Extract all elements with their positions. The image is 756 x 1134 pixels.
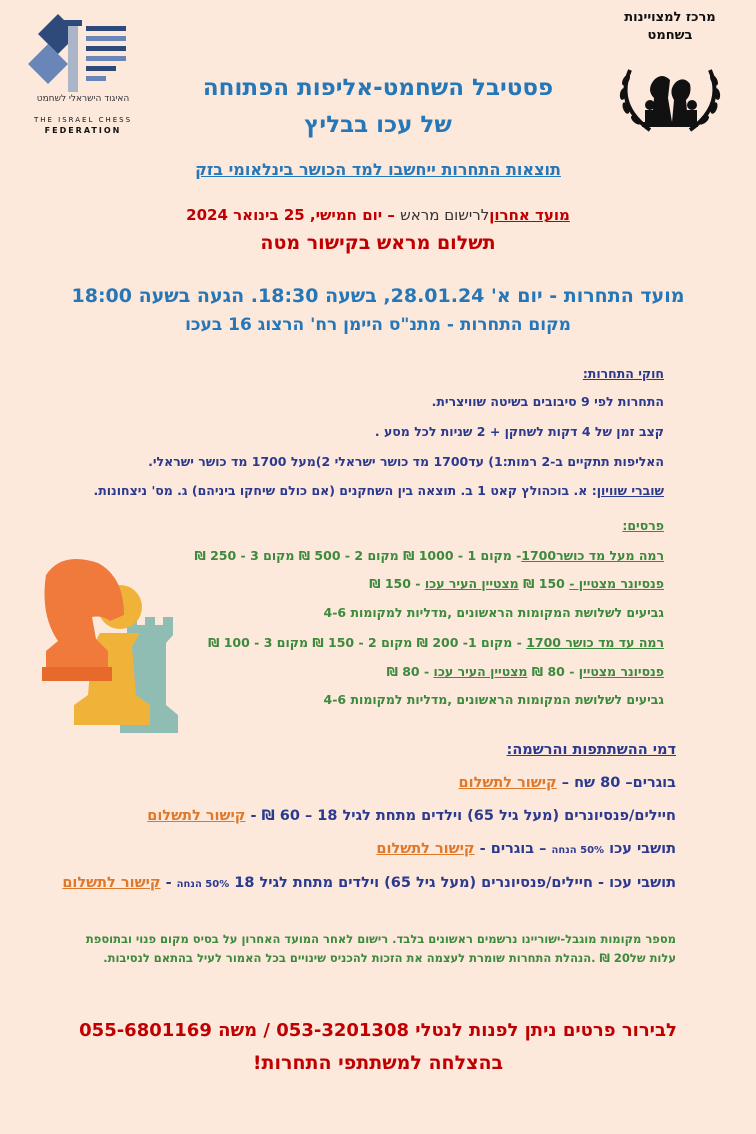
prize-row-special-2 [387,664,664,679]
registration-note: מספר מקומות מוגבל-ישוריינו נרשמים ראשונים בלבד. רישום לאחר המועד האחרון על בסיס מקום פנוי ובתוספת עלות של20 ₪ .הנהלת התחרות שומרת לעצמה את הזכות להכניס שינויים בכל האמור לעיל בהתאם לנסיבות. [85,932,676,965]
fee-text: – בוגרים - [479,841,552,857]
fee-row-discount [147,808,676,824]
prize-akko-amount: - 80 ₪ [386,664,434,679]
payment-link[interactable]: קישור לתשלום [147,808,246,824]
tiebreak-line [93,483,664,498]
prize-pensioner-amount: 150 ₪ [518,576,570,591]
fee-text: - [165,875,177,891]
payment-link[interactable]: קישור לתשלום [62,875,161,891]
payment-link[interactable]: קישור לתשלום [376,841,475,857]
prize-akko-label: מצטיין העיר עכו [424,576,519,591]
tiebreak-label: שוברי שוויון [596,483,664,498]
festival-title-line2: של עכו בבליץ [304,112,452,138]
prize-level-text: - מקום 1 - 1000 ₪ מקום 2 - 500 ₪ מקום 3 - 250 ₪ [194,548,522,563]
deadline-date: – יום חמישי, 25 בינואר 2024 [186,206,401,224]
center-logo-line1: מרכז למצויינות [624,10,716,25]
prize-trophies-row: גביעים לשלושת המקומות הראשונים ,מדליות למקומות 4-6 [323,692,664,707]
prize-akko-amount: - 150 ₪ [369,576,425,591]
prize-level-label: רמה מעל מד כושר1700 [521,548,664,563]
rules-heading: חוקי התחרות: [582,366,664,381]
prizes-heading: פרסים: [622,518,664,533]
payment-notice: תשלום מראש בקישור מטה [260,232,496,254]
registration-deadline [0,206,756,224]
prize-akko-label: מצטיין העיר עכו [433,664,528,679]
good-luck-message: בהצלחה למשתתפי התחרות! [252,1052,504,1074]
rules-line: קצב זמן של 4 דקות לשחקן + 2 שניות לכל מסע . [374,424,664,439]
fee-row-akko-adults [376,841,676,857]
fee-text: תושבי עכו - חיילים/פנסיונרים (מעל גיל 65) וילדים מתחת לגיל 18 [234,875,676,891]
rules-section [93,366,664,506]
event-location: מקום התחרות - מתנ"ס היימן רח' הרצוג 16 בעכו [185,315,571,335]
rules-line: התחרות לפי 9 סיבובים בשיטה שוויצרית. [431,394,664,409]
contact-info: לבירור פרטים ניתן לפנות לנטלי 053-3201308 / משה 055-6801169 [79,1020,677,1041]
fee-text: חיילים/פנסיונרים (מעל גיל 65) וילדים מתחת לגיל 18 – 60 ₪ - [250,808,676,824]
prize-level-label: רמה עד מד כושר 1700 [526,635,664,650]
federation-english-line1: THE ISRAEL CHESS [33,116,133,124]
prize-row-special-1 [369,576,664,591]
rules-line: האליפות תתקיים ב-2 רמות:1) עד1700 מד כושר ישראלי 2)מעל 1700 מד כושר ישראלי. [148,454,664,469]
fee-text: בוגרים– 80 שח – [561,775,676,791]
prize-pensioner-label: פנסיונר מצטיין [578,664,664,679]
fee-row-akko-discount [62,875,676,891]
fee-text: תושבי עכו [609,841,676,857]
prizes-section [64,518,664,708]
prize-trophies-row: גביעים לשלושת המקומות הראשונים ,מדליות למקומות 4-6 [323,605,664,620]
fees-heading: דמי ההשתתפות והרשמה: [506,742,676,758]
fees-section [36,742,676,902]
prize-level-text: - מקום 1- 200 ₪ מקום 2 - 150 ₪ מקום 3 - 100 ₪ [208,635,527,650]
fee-row-adults [459,775,676,791]
deadline-text: לרישום מראש [400,206,490,224]
prize-row-above-1700 [194,548,664,563]
rating-subtitle: תוצאות התחרות ייחשבו למד הכושר בינלאומי בזק [195,160,561,179]
prize-pensioner-amount: - 80 ₪ [527,664,579,679]
prize-pensioner-label: פנסיונר מצטיין - [569,576,664,591]
deadline-label: מועד אחרון [489,206,570,224]
fee-discount-note: 50% הנחה [176,879,230,890]
prize-row-up-to-1700 [208,635,664,650]
federation-english-line2: FEDERATION [44,126,122,135]
center-logo-line2: בשחמט [647,28,693,43]
event-date-time: מועד התחרות - יום א' 28.01.24, בשעה 18:30. הגעה בשעה 18:00 [71,285,685,307]
federation-hebrew-name: האיגוד הישראלי לשחמט [36,94,130,104]
tiebreak-text: : א. בוכהולץ קאט 1 ב. תוצאה בין השחקנים (אם כולם שיחקו ביניהם) ג. מס' ניצחונות. [93,483,597,498]
payment-link[interactable]: קישור לתשלום [458,775,557,791]
fee-discount-note: 50% הנחה [551,845,605,856]
festival-title: פסטיבל השחמט-אליפות הפתוחה [202,75,554,101]
